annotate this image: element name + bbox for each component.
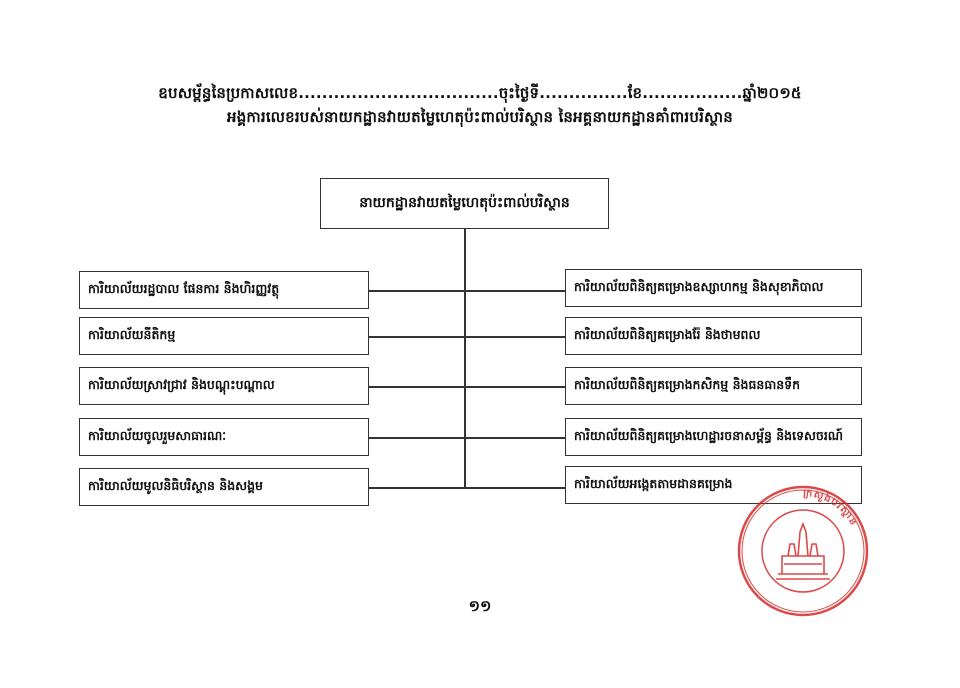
org-chart-top-department: នាយកដ្ឋានវាយតម្លៃហេតុប៉ះពាល់បរិស្ថាន — [320, 178, 609, 229]
office-box-environmental-fund: ការិយាល័យមូលនិធិបរិស្ថាន និងសង្គម — [79, 468, 369, 506]
connector-right-2 — [465, 336, 565, 338]
official-stamp-icon — [718, 482, 888, 620]
office-box-project-monitoring: ការិយាល័យអង្កេតតាមដានគម្រោង — [565, 466, 862, 504]
org-chart-trunk-line — [464, 229, 466, 488]
page-number: ១១ — [468, 597, 492, 615]
office-box-agriculture-water: ការិយាល័យពិនិត្យគម្រោងកសិកម្ម និងធនធានទឹក — [565, 367, 862, 405]
connector-left-1 — [369, 290, 465, 292]
office-box-infrastructure-tourism: ការិយាល័យពិនិត្យគម្រោងហេដ្ឋារចនាសម្ព័ន្ធ និងទេសចរណ៍ — [565, 418, 862, 456]
office-box-mines-energy: ការិយាល័យពិនិត្យគម្រោងរ៉ែ និងថាមពល — [565, 317, 862, 355]
connector-right-3 — [465, 386, 565, 388]
connector-left-5 — [369, 487, 465, 489]
connector-left-4 — [369, 437, 465, 439]
connector-right-1 — [465, 290, 565, 292]
office-box-public-participation: ការិយាល័យចូលរួមសាធារណៈ — [79, 418, 369, 456]
connector-left-2 — [369, 336, 465, 338]
office-box-industry-health: ការិយាល័យពិនិត្យគម្រោងឧស្សាហកម្ម និងសុខាភិបាល — [565, 269, 862, 307]
header-title-line-2: អង្គការលេខរបស់នាយកដ្ឋានវាយតម្លៃហេតុប៉ះពាល់បរិស្ថាន នៃអគ្គនាយកដ្ឋានគាំពារបរិស្ថាន — [226, 108, 733, 126]
office-box-research-training: ការិយាល័យស្រាវជ្រាវ និងបណ្តុះបណ្តាល — [79, 367, 369, 405]
header-title-line-1: ឧបសម្ព័ន្ធនៃប្រកាសលេខ..................................ចុះថ្ងៃទី...............ខែ.................ឆ្នាំ២០១៥ — [158, 84, 802, 102]
svg-text:ក្រសួងបរិស្ថាន: ក្រសួងបរិស្ថាន — [802, 487, 860, 528]
connector-left-3 — [369, 386, 465, 388]
connector-right-5 — [465, 487, 565, 489]
office-box-legislation: ការិយាល័យនីតិកម្ម — [79, 317, 369, 355]
connector-right-4 — [465, 437, 565, 439]
office-box-administration: ការិយាល័យរដ្ឋបាល ផែនការ និងហិរញ្ញវត្ថុ — [79, 271, 369, 309]
